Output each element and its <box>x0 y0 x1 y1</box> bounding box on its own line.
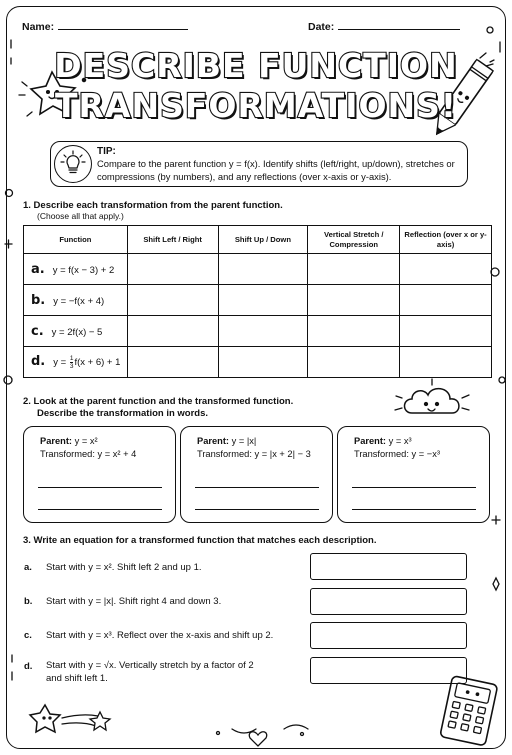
q3-answer-box[interactable] <box>310 553 467 580</box>
function-suffix: f(x + 6) + 1 <box>74 357 121 368</box>
answer-cell[interactable] <box>127 285 218 316</box>
q3-item-text: Start with y = x². Shift left 2 and up 1. <box>46 562 202 573</box>
answer-cell[interactable] <box>308 285 400 316</box>
col-header-function: Function <box>24 226 128 254</box>
answer-cell[interactable] <box>400 316 492 347</box>
date-field[interactable] <box>308 21 460 33</box>
answer-line[interactable] <box>195 487 319 488</box>
name-label: Name: <box>22 21 55 33</box>
answer-cell[interactable] <box>400 285 492 316</box>
parent-function: y = |x| <box>231 436 257 446</box>
q3-answer-box[interactable] <box>310 588 467 615</box>
transformed-label: Transformed: <box>40 449 95 459</box>
q3-item-letter: b. <box>24 596 33 607</box>
row-letter: d. <box>31 354 46 369</box>
transformed-function: y = x² + 4 <box>97 449 137 459</box>
table-row <box>24 316 492 347</box>
answer-cell[interactable] <box>127 316 218 347</box>
q2-title: 2. Look at the parent function and the transformed function. <box>23 396 294 407</box>
parent-label: Parent: <box>197 436 230 446</box>
transformed-line <box>354 449 440 459</box>
parent-line <box>197 436 256 446</box>
fraction-one-third <box>70 355 74 370</box>
answer-cell[interactable] <box>308 254 400 285</box>
fraction-numerator: 1 <box>69 354 74 362</box>
parent-label: Parent: <box>40 436 73 446</box>
function-expression: y = 2f(x) − 5 <box>51 326 103 338</box>
function-cell <box>24 254 128 285</box>
date-line[interactable] <box>338 21 460 30</box>
q2-card-1 <box>23 426 176 523</box>
q2-subtitle: Describe the transformation in words. <box>37 408 209 419</box>
answer-cell[interactable] <box>127 347 218 378</box>
page-title-line2: TRANSFORMATIONS! <box>55 86 457 125</box>
transformation-table <box>23 225 492 378</box>
q1-subtitle: (Choose all that apply.) <box>37 211 124 221</box>
parent-line <box>354 436 412 446</box>
q3-item-text <box>46 659 254 685</box>
name-line[interactable] <box>58 21 188 30</box>
answer-cell[interactable] <box>400 254 492 285</box>
function-expression: y = f(x − 3) + 2 <box>52 264 115 276</box>
answer-cell[interactable] <box>308 316 400 347</box>
name-field[interactable] <box>22 21 188 33</box>
transformed-line <box>197 449 311 459</box>
table-row <box>24 347 492 378</box>
answer-cell[interactable] <box>218 285 308 316</box>
answer-cell[interactable] <box>218 316 308 347</box>
answer-cell[interactable] <box>218 347 308 378</box>
function-expression: y = −f(x + 4) <box>53 295 105 307</box>
transformed-label: Transformed: <box>197 449 252 459</box>
fraction-denominator: 3 <box>69 362 74 370</box>
q3-item-text: Start with y = |x|. Shift right 4 and down 3. <box>46 596 222 607</box>
parent-function: y = x² <box>74 436 98 446</box>
answer-line[interactable] <box>352 487 476 488</box>
col-header-shift-ud: Shift Up / Down <box>218 226 308 254</box>
q3-answer-box[interactable] <box>310 657 467 684</box>
function-cell <box>24 285 128 316</box>
q3-item-text-line2: and shift left 1. <box>46 673 108 684</box>
q2-card-3 <box>337 426 490 523</box>
table-row <box>24 254 492 285</box>
answer-cell[interactable] <box>308 347 400 378</box>
col-header-shift-lr: Shift Left / Right <box>127 226 218 254</box>
q3-item-letter: c. <box>24 630 32 641</box>
q3-answer-box[interactable] <box>310 622 467 649</box>
transformed-function: y = −x³ <box>411 449 440 459</box>
col-header-stretch: Vertical Stretch / Compression <box>308 226 400 254</box>
function-cell <box>24 316 128 347</box>
q3-title: 3. Write an equation for a transformed function that matches each description. <box>23 535 377 546</box>
answer-line[interactable] <box>195 509 319 510</box>
q2-card-2 <box>180 426 333 523</box>
answer-line[interactable] <box>38 509 162 510</box>
answer-line[interactable] <box>38 487 162 488</box>
parent-function: y = x³ <box>388 436 412 446</box>
function-prefix: y = <box>53 357 69 368</box>
q3-item-text-line1: Start with y = √x. Vertically stretch by a factor of 2 <box>46 660 254 671</box>
transformed-label: Transformed: <box>354 449 409 459</box>
lightbulb-icon <box>54 145 92 183</box>
row-letter: b. <box>31 292 46 308</box>
q3-item-text: Start with y = x³. Reflect over the x-axis and shift up 2. <box>46 630 274 641</box>
q1-title: 1. Describe each transformation from the parent function. <box>23 200 283 211</box>
answer-cell[interactable] <box>127 254 218 285</box>
answer-line[interactable] <box>352 509 476 510</box>
page-title-line1: DESCRIBE FUNCTION <box>54 46 458 85</box>
q3-item-letter: a. <box>24 562 32 573</box>
answer-cell[interactable] <box>218 254 308 285</box>
table-header-row <box>24 226 492 254</box>
transformed-function: y = |x + 2| − 3 <box>254 449 311 459</box>
transformed-line <box>40 449 136 459</box>
tip-label: TIP: <box>97 146 116 157</box>
table-row <box>24 285 492 316</box>
q3-item-letter: d. <box>24 661 33 672</box>
date-label: Date: <box>308 21 335 33</box>
row-letter: a. <box>31 261 45 277</box>
row-letter: c. <box>31 323 44 339</box>
parent-label: Parent: <box>354 436 387 446</box>
answer-cell[interactable] <box>400 347 492 378</box>
tip-text: Compare to the parent function y = f(x). Identify shifts (left/right, up/down), stretches or compressions (by numbers), and any reflections (over x-axis or y-axis). <box>97 158 455 182</box>
function-cell <box>24 347 128 378</box>
parent-line <box>40 436 98 446</box>
col-header-reflection: Reflection (over x or y-axis) <box>400 226 492 254</box>
